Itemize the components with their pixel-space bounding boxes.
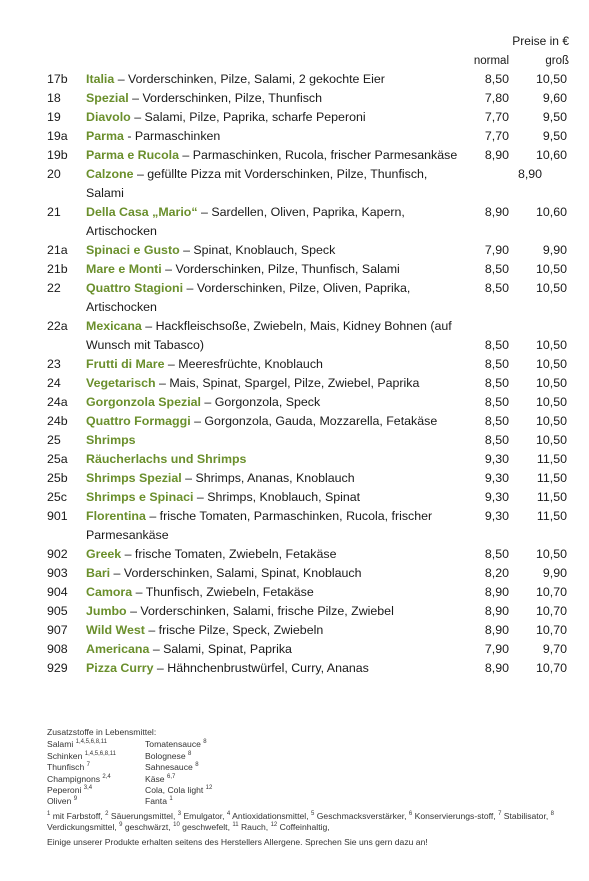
additive-codes: 1,4,5,6,8,11 [75, 739, 107, 746]
additive-entry [47, 762, 145, 773]
item-ingredients: – Sardellen, Oliven, Paprika, Kapern, Artischocken [86, 205, 405, 238]
item-description [86, 355, 466, 374]
additive-codes: 8 [188, 750, 192, 757]
item-name: Parma e Rucola [86, 148, 179, 162]
additive-codes: 3,4 [83, 785, 93, 792]
item-price-gross: 10,50 [535, 547, 567, 561]
item-name: Florentina [86, 509, 146, 523]
item-ingredients: – Shrimps, Knoblauch, Spinat [193, 490, 361, 504]
menu-item [0, 659, 589, 678]
item-number: 907 [47, 623, 68, 637]
item-description [86, 488, 466, 507]
item-price-normal: 8,50 [484, 281, 509, 295]
menu-item [0, 374, 589, 393]
item-name: Parma [86, 129, 124, 143]
item-number: 908 [47, 642, 68, 656]
menu-item [0, 640, 589, 659]
item-description [86, 317, 466, 355]
additive-codes: 6,7 [166, 773, 176, 780]
item-number: 17b [47, 72, 68, 86]
item-name: Della Casa „Mario“ [86, 205, 198, 219]
item-ingredients: – Vorderschinken, Pilze, Oliven, Paprika, Artischocken [86, 281, 411, 314]
menu-item [0, 279, 589, 317]
item-ingredients: – Gorgonzola, Gauda, Mozzarella, Fetakäse [190, 414, 438, 428]
item-name: Mexicana [86, 319, 142, 333]
item-price-normal: 8,50 [484, 547, 509, 561]
item-description [86, 279, 466, 317]
item-number: 25a [47, 452, 68, 466]
item-description [86, 640, 466, 659]
item-name: Bari [86, 566, 111, 580]
additive-name: Thunfisch [47, 762, 85, 773]
menu-item [0, 602, 589, 621]
footnote-text: geschwefelt, [179, 822, 233, 833]
item-price-gross: 10,70 [535, 604, 567, 618]
item-price-gross: 10,50 [535, 357, 567, 371]
footnote-number: 2 [105, 810, 109, 817]
additive-entry [47, 751, 145, 762]
item-description [86, 393, 466, 412]
item-name: Camora [86, 585, 133, 599]
item-price-gross: 10,70 [535, 661, 567, 675]
additive-entry [145, 739, 285, 750]
item-price-normal: 8,90 [484, 661, 509, 675]
footnote-number: 6 [408, 810, 413, 817]
item-price-gross: 9,50 [542, 129, 567, 143]
item-price-gross: 9,90 [542, 566, 567, 580]
item-description [86, 70, 466, 89]
item-number: 24a [47, 395, 68, 409]
item-number: 23 [47, 357, 61, 371]
footnote-text: Säuerungsmittel, [108, 810, 178, 821]
item-price-normal: 8,90 [484, 585, 509, 599]
item-ingredients: – Vorderschinken, Pilze, Thunfisch, Salami [161, 262, 400, 276]
item-price-gross: 10,50 [535, 281, 567, 295]
additive-entry [145, 785, 285, 796]
additive-entry [145, 751, 285, 762]
item-price-normal: 7,90 [484, 642, 509, 656]
footnote-text: mit Farbstoff, [50, 810, 106, 821]
item-ingredients: – Hackfleischsoße, Zwiebeln, Mais, Kidney Bohnen (auf Wunsch mit Tabasco) [86, 319, 452, 352]
item-name: Spezial [86, 91, 129, 105]
item-price-normal: 8,20 [484, 566, 509, 580]
item-price-normal: 8,90 [484, 205, 509, 219]
item-price-normal: 9,30 [484, 490, 509, 504]
item-description [86, 583, 466, 602]
additive-name: Salami [47, 739, 74, 750]
item-name: Pizza Curry [86, 661, 154, 675]
item-price: 8,90 [517, 167, 543, 181]
item-description [86, 374, 466, 393]
item-name: Frutti di Mare [86, 357, 165, 371]
footnote-number: 10 [173, 822, 180, 829]
item-number: 929 [47, 661, 68, 675]
item-name: Mare e Monti [86, 262, 162, 276]
footnote-number: 11 [232, 822, 239, 829]
item-description [86, 89, 466, 108]
menu-item [0, 146, 589, 165]
price-header: Preise in € [512, 34, 569, 48]
additive-name: Schinken [47, 750, 83, 761]
item-price-normal: 8,50 [484, 376, 509, 390]
footnote-text: geschwärzt, [122, 822, 174, 833]
item-description [86, 469, 466, 488]
menu-item [0, 431, 589, 450]
item-price-gross: 10,50 [535, 72, 567, 86]
column-normal-label: normal [473, 55, 509, 67]
item-ingredients: – frische Pilze, Speck, Zwiebeln [144, 623, 324, 637]
item-ingredients: – frische Tomaten, Zwiebeln, Fetakäse [121, 547, 337, 561]
additive-codes: 8 [203, 739, 207, 746]
item-price-gross: 10,70 [535, 623, 567, 637]
additives-list [47, 739, 557, 807]
menu-item [0, 469, 589, 488]
item-name: Quattro Stagioni [86, 281, 184, 295]
item-price-gross: 10,70 [535, 585, 567, 599]
item-name: Shrimps [86, 433, 136, 447]
item-price-normal: 8,50 [484, 414, 509, 428]
item-ingredients: – Meeresfrüchte, Knoblauch [164, 357, 323, 371]
item-price-normal: 8,50 [484, 72, 509, 86]
item-ingredients: – Mais, Spinat, Spargel, Pilze, Zwiebel, Paprika [155, 376, 420, 390]
menu-item [0, 450, 589, 469]
menu-item [0, 317, 589, 355]
additive-entry [47, 739, 145, 750]
item-price-gross: 10,60 [535, 148, 567, 162]
item-price-gross: 10,50 [535, 338, 567, 352]
additive-codes: 7 [86, 762, 90, 769]
item-price-gross: 10,50 [535, 376, 567, 390]
item-name: Shrimps Spezial [86, 471, 182, 485]
item-price-normal: 8,50 [484, 357, 509, 371]
footnote-text: Konservierungs-stoff, [412, 810, 499, 821]
footnote-text: Coffeinhaltig, [277, 822, 330, 833]
footnote-number: 3 [177, 810, 182, 817]
item-price-normal: 7,90 [484, 243, 509, 257]
item-number: 904 [47, 585, 68, 599]
menu-item [0, 70, 589, 89]
additive-codes: 1,4,5,6,8,11 [84, 750, 116, 757]
menu-item [0, 621, 589, 640]
item-price-normal: 8,50 [484, 262, 509, 276]
item-description [86, 507, 466, 545]
item-price-normal: 7,70 [484, 110, 509, 124]
menu-item [0, 355, 589, 374]
item-price-gross: 9,90 [542, 243, 567, 257]
item-number: 21a [47, 243, 68, 257]
footnote-number: 5 [311, 810, 315, 817]
item-price-gross: 11,50 [536, 471, 567, 485]
item-ingredients: - Parmaschinken [123, 129, 221, 143]
item-description [86, 108, 466, 127]
item-number: 19 [47, 110, 61, 124]
item-price-gross: 9,50 [542, 110, 567, 124]
menu-item [0, 583, 589, 602]
item-ingredients: – Salami, Pilze, Paprika, scharfe Peperoni [130, 110, 366, 124]
menu-item [0, 165, 589, 203]
item-description [86, 621, 466, 640]
item-description [86, 203, 466, 241]
item-price-normal: 9,30 [484, 452, 509, 466]
item-ingredients: – Vorderschinken, Salami, Spinat, Knoblauch [110, 566, 362, 580]
item-number: 19a [47, 129, 68, 143]
item-number: 20 [47, 167, 61, 181]
item-name: Räucherlachs und Shrimps [86, 452, 247, 466]
item-ingredients: – Hähnchenbrustwürfel, Curry, Ananas [153, 661, 369, 675]
item-price-normal: 9,30 [484, 471, 509, 485]
item-name: Calzone [86, 167, 134, 181]
item-name: Greek [86, 547, 122, 561]
additive-entry [47, 796, 145, 807]
item-price-normal: 8,90 [484, 623, 509, 637]
additive-codes: 1 [169, 796, 173, 803]
item-name: Vegetarisch [86, 376, 156, 390]
menu-item [0, 89, 589, 108]
additive-codes: 8 [195, 762, 199, 769]
menu-item [0, 127, 589, 146]
item-ingredients: – Vorderschinken, Salami, frische Pilze, Zwiebel [126, 604, 394, 618]
menu-item [0, 412, 589, 431]
item-number: 25c [47, 490, 67, 504]
item-name: Spinaci e Gusto [86, 243, 180, 257]
footnote-text: Emulgator, [181, 810, 227, 821]
item-number: 22a [47, 319, 68, 333]
item-ingredients: – Salami, Spinat, Paprika [149, 642, 292, 656]
item-description [86, 241, 466, 260]
item-ingredients: – Vorderschinken, Pilze, Salami, 2 gekochte Eier [114, 72, 385, 86]
item-ingredients: – Shrimps, Ananas, Knoblauch [181, 471, 355, 485]
allergen-note: Einige unserer Produkte erhalten seitens des Herstellers Allergene. Sprechen Sie uns gern dazu an! [47, 836, 428, 847]
footnote-number: 7 [498, 810, 502, 817]
item-description [86, 564, 466, 583]
additive-entry [145, 774, 285, 785]
menu-item [0, 260, 589, 279]
item-price-normal: 8,50 [484, 395, 509, 409]
item-number: 24 [47, 376, 61, 390]
footnote-number: 4 [226, 810, 231, 817]
additive-name: Sahnesauce [145, 762, 193, 773]
item-price-gross: 11,50 [536, 490, 567, 504]
footnote-text: Verdickungsmittel, [47, 822, 120, 833]
additive-entry [47, 785, 145, 796]
additives-title: Zusatzstoffe in Lebensmittel: [47, 727, 157, 737]
additive-name: Fanta [145, 796, 167, 807]
item-ingredients: – Parmaschinken, Rucola, frischer Parmesankäse [178, 148, 458, 162]
item-ingredients: – gefüllte Pizza mit Vorderschinken, Pilze, Thunfisch, Salami [86, 167, 428, 200]
menu-item [0, 507, 589, 545]
footnote-text: Stabilisator, [501, 810, 551, 821]
footnote-text: Antioxidationsmittel, [230, 810, 311, 821]
item-description [86, 412, 466, 431]
additive-name: Tomatensauce [145, 739, 201, 750]
item-description [86, 260, 466, 279]
item-name: Americana [86, 642, 150, 656]
footnote-text: Rauch, [238, 822, 271, 833]
additive-name: Peperoni [47, 785, 82, 796]
item-ingredients: – Thunfisch, Zwiebeln, Fetakäse [132, 585, 314, 599]
item-name: Gorgonzola Spezial [86, 395, 201, 409]
additives-footnotes [47, 811, 557, 834]
footnote-text: Geschmacksverstärker, [314, 810, 409, 821]
item-price-gross: 9,70 [542, 642, 567, 656]
additive-name: Oliven [47, 796, 72, 807]
item-number: 903 [47, 566, 68, 580]
item-name: Jumbo [86, 604, 127, 618]
item-price-normal: 8,50 [484, 338, 509, 352]
additive-entry [145, 796, 285, 807]
additive-name: Cola, Cola light [145, 785, 204, 796]
menu-item [0, 488, 589, 507]
menu-item [0, 545, 589, 564]
item-description [86, 127, 466, 146]
menu-item [0, 241, 589, 260]
additive-codes: 2,4 [102, 773, 111, 780]
item-price-normal: 7,80 [484, 91, 509, 105]
item-name: Wild West [86, 623, 145, 637]
item-name: Italia [86, 72, 115, 86]
column-labels [0, 55, 589, 69]
additive-name: Bolognese [145, 750, 186, 761]
menu-item [0, 108, 589, 127]
item-number: 22 [47, 281, 61, 295]
pizza-menu-list [0, 70, 589, 678]
item-ingredients: – Vorderschinken, Pilze, Thunfisch [128, 91, 323, 105]
item-number: 905 [47, 604, 68, 618]
item-price-gross: 10,50 [535, 262, 567, 276]
item-number: 21b [47, 262, 68, 276]
footnote-number: 12 [270, 822, 278, 829]
footnote-number: 9 [119, 822, 123, 829]
item-price-normal: 8,90 [484, 148, 509, 162]
item-price-normal: 7,70 [484, 129, 509, 143]
item-name: Quattro Formaggi [86, 414, 191, 428]
item-number: 18 [47, 91, 61, 105]
item-number: 19b [47, 148, 68, 162]
item-description [86, 545, 466, 564]
item-number: 25 [47, 433, 61, 447]
menu-item [0, 393, 589, 412]
item-description [86, 659, 466, 678]
additive-entry [145, 762, 285, 773]
item-number: 902 [47, 547, 68, 561]
item-number: 21 [47, 205, 61, 219]
item-price-gross: 11,50 [536, 509, 567, 523]
item-name: Shrimps e Spinaci [86, 490, 194, 504]
item-ingredients: – Spinat, Knoblauch, Speck [179, 243, 336, 257]
additive-codes: 9 [73, 796, 78, 803]
item-number: 24b [47, 414, 68, 428]
item-price-gross: 10,50 [535, 414, 567, 428]
footnote-number: 8 [550, 810, 554, 817]
item-description [86, 431, 466, 450]
item-number: 901 [47, 509, 68, 523]
item-price-normal: 8,90 [484, 604, 509, 618]
additives-section [47, 727, 557, 848]
column-gross-label: groß [545, 55, 569, 67]
item-ingredients: – Gorgonzola, Speck [200, 395, 321, 409]
item-price-normal: 9,30 [484, 509, 509, 523]
additive-entry [47, 774, 145, 785]
item-description [86, 450, 466, 469]
item-price-normal: 8,50 [484, 433, 509, 447]
item-price-gross: 10,50 [535, 433, 567, 447]
additive-name: Champignons [47, 773, 101, 784]
item-number: 25b [47, 471, 68, 485]
additive-name: Käse [145, 773, 165, 784]
item-name: Diavolo [86, 110, 131, 124]
menu-item [0, 203, 589, 241]
item-description [86, 602, 466, 621]
menu-item [0, 564, 589, 583]
item-price-gross: 10,50 [535, 395, 567, 409]
item-ingredients: – frische Tomaten, Parmaschinken, Rucola, frischer Parmesankäse [86, 509, 433, 542]
item-price-gross: 10,60 [535, 205, 567, 219]
item-description [86, 165, 466, 203]
item-price-gross: 9,60 [542, 91, 567, 105]
item-price-gross: 11,50 [536, 452, 567, 466]
item-description [86, 146, 466, 165]
footnote-number: 1 [47, 810, 51, 817]
additive-codes: 12 [205, 785, 213, 792]
